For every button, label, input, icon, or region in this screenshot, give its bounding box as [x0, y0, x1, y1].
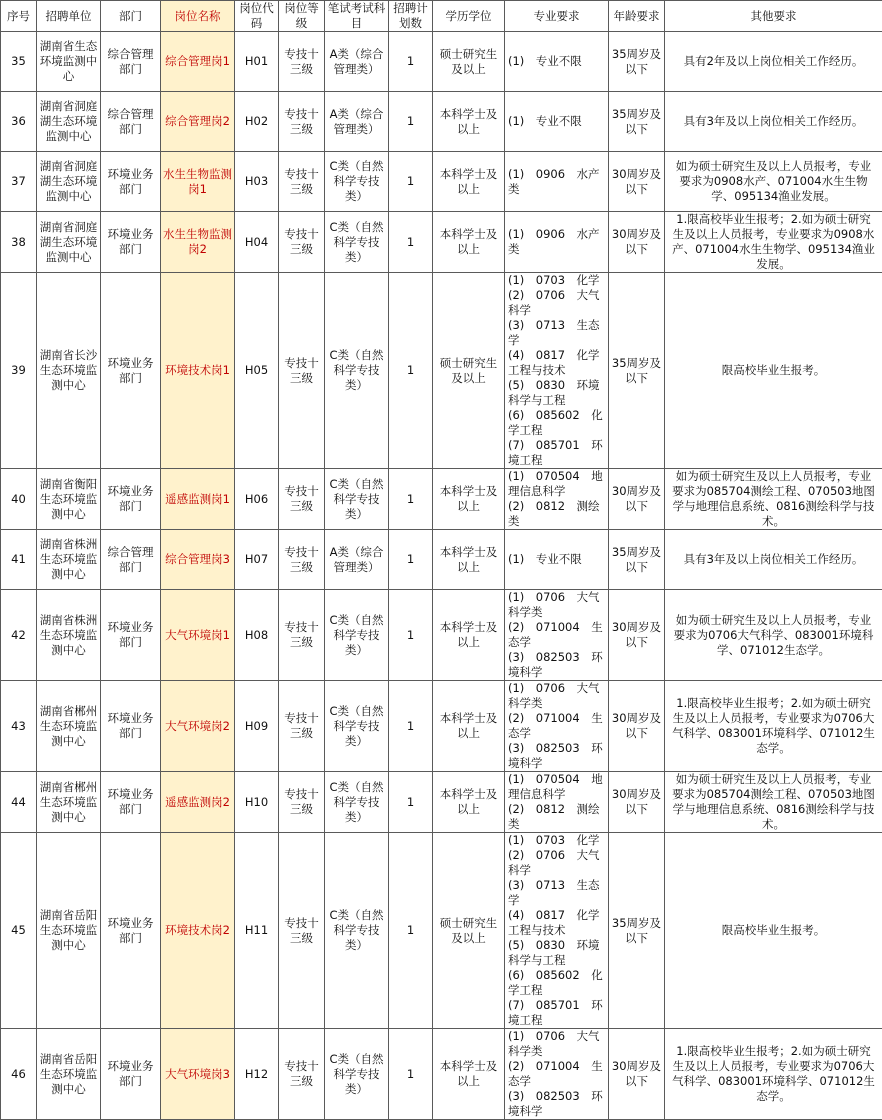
cell-code: H10: [235, 772, 279, 833]
cell-plan: 1: [389, 92, 433, 152]
cell-level: 专技十三级: [279, 1029, 325, 1120]
cell-other: 如为硕士研究生及以上人员报考，专业要求为085704测绘工程、070503地图学与地理信息系统、0816测绘科学与技术。: [665, 469, 882, 530]
major-item: (1) 070504 地理信息科学: [508, 469, 606, 499]
cell-plan: 1: [389, 590, 433, 681]
table-row: [1, 590, 882, 681]
cell-seq: 43: [1, 681, 37, 772]
table-row: [1, 681, 882, 772]
header-seq: 序号: [1, 1, 37, 32]
cell-edu: 本科学士及以上: [433, 681, 505, 772]
cell-unit: 湖南省岳阳生态环境监测中心: [37, 833, 101, 1029]
cell-major: [505, 590, 609, 681]
cell-code: H05: [235, 273, 279, 469]
cell-exam: C类（自然科学专技类）: [325, 212, 389, 273]
header-code: 岗位代码: [235, 1, 279, 32]
major-item: (2) 071004 生态学: [508, 1059, 606, 1089]
cell-plan: 1: [389, 772, 433, 833]
cell-edu: 本科学士及以上: [433, 772, 505, 833]
cell-level: 专技十三级: [279, 772, 325, 833]
cell-level: 专技十三级: [279, 590, 325, 681]
cell-edu: 本科学士及以上: [433, 152, 505, 212]
table-body: [1, 32, 882, 1120]
major-item: (1) 专业不限: [508, 114, 606, 129]
cell-level: 专技十三级: [279, 833, 325, 1029]
cell-edu: 本科学士及以上: [433, 1029, 505, 1120]
cell-other: 如为硕士研究生及以上人员报考，专业要求为0908水产、071004水生生物学、095134渔业发展。: [665, 152, 882, 212]
cell-code: H07: [235, 530, 279, 590]
cell-level: 专技十三级: [279, 92, 325, 152]
major-item: (6) 085602 化学工程: [508, 968, 606, 998]
cell-level: 专技十三级: [279, 273, 325, 469]
major-item: (6) 085602 化学工程: [508, 408, 606, 438]
cell-major: [505, 212, 609, 273]
cell-seq: 39: [1, 273, 37, 469]
cell-unit: 湖南省生态环境监测中心: [37, 32, 101, 92]
cell-seq: 40: [1, 469, 37, 530]
major-item: (3) 0713 生态学: [508, 878, 606, 908]
cell-other: 具有2年及以上岗位相关工作经历。: [665, 32, 882, 92]
cell-major: [505, 681, 609, 772]
cell-pos: 大气环境岗3: [161, 1029, 235, 1120]
cell-edu: 本科学士及以上: [433, 530, 505, 590]
cell-level: 专技十三级: [279, 469, 325, 530]
cell-pos: 水生生物监测岗1: [161, 152, 235, 212]
major-item: (1) 0706 大气科学类: [508, 681, 606, 711]
major-item: (7) 085701 环境工程: [508, 438, 606, 468]
table-row: [1, 92, 882, 152]
cell-dept: 环境业务部门: [101, 1029, 161, 1120]
cell-other: 1.限高校毕业生报考；2.如为硕士研究生及以上人员报考，专业要求为0908水产、071004水生生物学、095134渔业发展。: [665, 212, 882, 273]
cell-major: [505, 92, 609, 152]
major-item: (1) 0906 水产类: [508, 167, 606, 197]
table-row: [1, 772, 882, 833]
major-item: (1) 0703 化学: [508, 833, 606, 848]
cell-unit: 湖南省岳阳生态环境监测中心: [37, 1029, 101, 1120]
cell-other: 如为硕士研究生及以上人员报考，专业要求为085704测绘工程、070503地图学与地理信息系统、0816测绘科学与技术。: [665, 772, 882, 833]
major-item: (5) 0830 环境科学与工程: [508, 378, 606, 408]
cell-other: 限高校毕业生报考。: [665, 273, 882, 469]
major-item: (2) 0812 测绘类: [508, 499, 606, 529]
cell-seq: 38: [1, 212, 37, 273]
cell-edu: 硕士研究生及以上: [433, 32, 505, 92]
major-item: (2) 071004 生态学: [508, 620, 606, 650]
cell-dept: 综合管理部门: [101, 530, 161, 590]
cell-dept: 环境业务部门: [101, 469, 161, 530]
cell-edu: 本科学士及以上: [433, 590, 505, 681]
cell-edu: 本科学士及以上: [433, 469, 505, 530]
cell-pos: 水生生物监测岗2: [161, 212, 235, 273]
cell-unit: 湖南省株洲生态环境监测中心: [37, 530, 101, 590]
cell-pos: 综合管理岗1: [161, 32, 235, 92]
header-major: 专业要求: [505, 1, 609, 32]
cell-age: 35周岁及以下: [609, 833, 665, 1029]
cell-unit: 湖南省长沙生态环境监测中心: [37, 273, 101, 469]
cell-age: 35周岁及以下: [609, 92, 665, 152]
table-row: [1, 212, 882, 273]
cell-age: 30周岁及以下: [609, 212, 665, 273]
cell-unit: 湖南省洞庭湖生态环境监测中心: [37, 212, 101, 273]
header-edu: 学历学位: [433, 1, 505, 32]
cell-age: 35周岁及以下: [609, 273, 665, 469]
table-row: [1, 833, 882, 1029]
cell-exam: C类（自然科学专技类）: [325, 1029, 389, 1120]
major-item: (3) 082503 环境科学: [508, 741, 606, 771]
cell-seq: 37: [1, 152, 37, 212]
major-item: (1) 0706 大气科学类: [508, 590, 606, 620]
cell-dept: 环境业务部门: [101, 273, 161, 469]
cell-major: [505, 1029, 609, 1120]
header-exam: 笔试考试科目: [325, 1, 389, 32]
cell-age: 30周岁及以下: [609, 469, 665, 530]
table-row: [1, 273, 882, 469]
cell-plan: 1: [389, 1029, 433, 1120]
cell-age: 35周岁及以下: [609, 530, 665, 590]
cell-level: 专技十三级: [279, 212, 325, 273]
cell-age: 30周岁及以下: [609, 152, 665, 212]
major-item: (4) 0817 化学工程与技术: [508, 348, 606, 378]
cell-plan: 1: [389, 530, 433, 590]
cell-exam: A类（综合管理类）: [325, 32, 389, 92]
header-level: 岗位等级: [279, 1, 325, 32]
cell-exam: C类（自然科学专技类）: [325, 681, 389, 772]
major-item: (1) 0706 大气科学类: [508, 1029, 606, 1059]
cell-level: 专技十三级: [279, 32, 325, 92]
cell-seq: 42: [1, 590, 37, 681]
cell-unit: 湖南省郴州生态环境监测中心: [37, 681, 101, 772]
cell-dept: 环境业务部门: [101, 681, 161, 772]
cell-dept: 环境业务部门: [101, 590, 161, 681]
cell-edu: 硕士研究生及以上: [433, 833, 505, 1029]
cell-pos: 环境技术岗2: [161, 833, 235, 1029]
header-dept: 部门: [101, 1, 161, 32]
cell-exam: C类（自然科学专技类）: [325, 469, 389, 530]
cell-major: [505, 772, 609, 833]
header-row: [1, 1, 882, 32]
major-item: (2) 0706 大气科学: [508, 848, 606, 878]
cell-dept: 综合管理部门: [101, 92, 161, 152]
cell-pos: 大气环境岗2: [161, 681, 235, 772]
cell-other: 1.限高校毕业生报考；2.如为硕士研究生及以上人员报考，专业要求为0706大气科学、083001环境科学、071012生态学。: [665, 1029, 882, 1120]
cell-seq: 44: [1, 772, 37, 833]
cell-major: [505, 833, 609, 1029]
cell-unit: 湖南省洞庭湖生态环境监测中心: [37, 92, 101, 152]
cell-seq: 45: [1, 833, 37, 1029]
major-item: (2) 0812 测绘类: [508, 802, 606, 832]
major-item: (3) 0713 生态学: [508, 318, 606, 348]
major-item: (4) 0817 化学工程与技术: [508, 908, 606, 938]
major-item: (3) 082503 环境科学: [508, 1089, 606, 1119]
cell-edu: 本科学士及以上: [433, 212, 505, 273]
major-item: (1) 专业不限: [508, 552, 606, 567]
table-row: [1, 32, 882, 92]
cell-code: H12: [235, 1029, 279, 1120]
cell-code: H11: [235, 833, 279, 1029]
cell-pos: 大气环境岗1: [161, 590, 235, 681]
cell-dept: 环境业务部门: [101, 772, 161, 833]
cell-code: H08: [235, 590, 279, 681]
cell-plan: 1: [389, 152, 433, 212]
cell-unit: 湖南省株洲生态环境监测中心: [37, 590, 101, 681]
cell-seq: 46: [1, 1029, 37, 1120]
major-item: (1) 070504 地理信息科学: [508, 772, 606, 802]
cell-level: 专技十三级: [279, 530, 325, 590]
cell-pos: 环境技术岗1: [161, 273, 235, 469]
cell-dept: 环境业务部门: [101, 212, 161, 273]
cell-major: [505, 152, 609, 212]
major-item: (2) 071004 生态学: [508, 711, 606, 741]
cell-plan: 1: [389, 469, 433, 530]
table-row: [1, 152, 882, 212]
cell-exam: C类（自然科学专技类）: [325, 833, 389, 1029]
cell-unit: 湖南省洞庭湖生态环境监测中心: [37, 152, 101, 212]
cell-exam: A类（综合管理类）: [325, 530, 389, 590]
cell-major: [505, 530, 609, 590]
cell-exam: A类（综合管理类）: [325, 92, 389, 152]
cell-seq: 41: [1, 530, 37, 590]
cell-pos: 遥感监测岗1: [161, 469, 235, 530]
cell-code: H06: [235, 469, 279, 530]
table-row: [1, 1029, 882, 1120]
cell-dept: 综合管理部门: [101, 32, 161, 92]
cell-age: 35周岁及以下: [609, 32, 665, 92]
cell-major: [505, 273, 609, 469]
cell-pos: 综合管理岗3: [161, 530, 235, 590]
cell-plan: 1: [389, 833, 433, 1029]
cell-dept: 环境业务部门: [101, 152, 161, 212]
cell-age: 30周岁及以下: [609, 1029, 665, 1120]
header-pos: 岗位名称: [161, 1, 235, 32]
cell-level: 专技十三级: [279, 152, 325, 212]
cell-plan: 1: [389, 32, 433, 92]
major-item: (3) 082503 环境科学: [508, 650, 606, 680]
cell-code: H01: [235, 32, 279, 92]
header-unit: 招聘单位: [37, 1, 101, 32]
cell-edu: 硕士研究生及以上: [433, 273, 505, 469]
cell-major: [505, 469, 609, 530]
cell-plan: 1: [389, 212, 433, 273]
cell-seq: 35: [1, 32, 37, 92]
cell-unit: 湖南省衡阳生态环境监测中心: [37, 469, 101, 530]
table-row: [1, 469, 882, 530]
major-item: (1) 专业不限: [508, 54, 606, 69]
cell-other: 如为硕士研究生及以上人员报考，专业要求为0706大气科学、083001环境科学、071012生态学。: [665, 590, 882, 681]
cell-dept: 环境业务部门: [101, 833, 161, 1029]
cell-unit: 湖南省郴州生态环境监测中心: [37, 772, 101, 833]
cell-other: 1.限高校毕业生报考；2.如为硕士研究生及以上人员报考，专业要求为0706大气科学、083001环境科学、071012生态学。: [665, 681, 882, 772]
cell-other: 限高校毕业生报考。: [665, 833, 882, 1029]
cell-exam: C类（自然科学专技类）: [325, 590, 389, 681]
cell-code: H04: [235, 212, 279, 273]
major-item: (5) 0830 环境科学与工程: [508, 938, 606, 968]
cell-age: 30周岁及以下: [609, 772, 665, 833]
cell-exam: C类（自然科学专技类）: [325, 152, 389, 212]
cell-code: H03: [235, 152, 279, 212]
cell-age: 30周岁及以下: [609, 590, 665, 681]
major-item: (2) 0706 大气科学: [508, 288, 606, 318]
cell-age: 30周岁及以下: [609, 681, 665, 772]
major-item: (1) 0703 化学: [508, 273, 606, 288]
cell-level: 专技十三级: [279, 681, 325, 772]
cell-pos: 综合管理岗2: [161, 92, 235, 152]
cell-plan: 1: [389, 681, 433, 772]
cell-major: [505, 32, 609, 92]
cell-seq: 36: [1, 92, 37, 152]
cell-other: 具有3年及以上岗位相关工作经历。: [665, 530, 882, 590]
header-other: 其他要求: [665, 1, 882, 32]
table-row: [1, 530, 882, 590]
header-plan: 招聘计划数: [389, 1, 433, 32]
cell-exam: C类（自然科学专技类）: [325, 273, 389, 469]
cell-edu: 本科学士及以上: [433, 92, 505, 152]
cell-pos: 遥感监测岗2: [161, 772, 235, 833]
major-item: (7) 085701 环境工程: [508, 998, 606, 1028]
cell-code: H09: [235, 681, 279, 772]
header-age: 年龄要求: [609, 1, 665, 32]
cell-plan: 1: [389, 273, 433, 469]
cell-exam: C类（自然科学专技类）: [325, 772, 389, 833]
cell-code: H02: [235, 92, 279, 152]
cell-other: 具有3年及以上岗位相关工作经历。: [665, 92, 882, 152]
major-item: (1) 0906 水产类: [508, 227, 606, 257]
